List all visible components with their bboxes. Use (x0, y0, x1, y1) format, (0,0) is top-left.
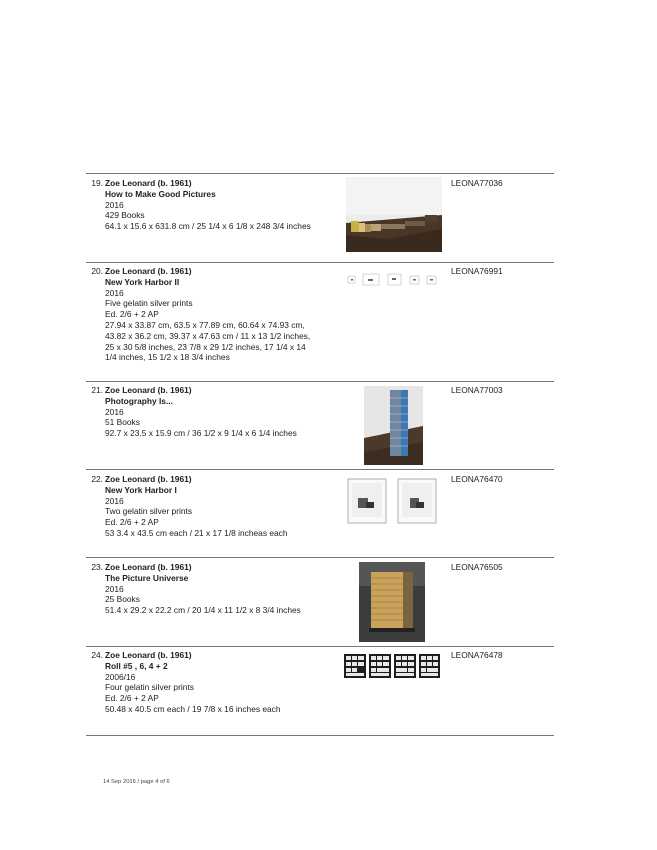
artwork-detail: Ed. 2/6 + 2 AP (105, 517, 159, 528)
inventory-code: LEONA76478 (451, 650, 503, 660)
entry-number: 24. (91, 650, 103, 660)
artwork-title: Roll #5 , 6, 4 + 2 (105, 660, 168, 671)
page-footer: 14 Sep 2016 / page 4 of 6 (103, 779, 170, 785)
entry-number: 23. (91, 562, 103, 572)
divider (86, 262, 554, 263)
entry-text (105, 385, 337, 439)
artwork-detail: Ed. 2/6 + 2 AP (105, 693, 159, 704)
two-prints-thumbnails (346, 478, 442, 524)
artwork-detail: Five gelatin silver prints (105, 298, 193, 309)
divider (86, 173, 554, 174)
artist-name: Zoe Leonard (b. 1961) (105, 178, 192, 188)
artwork-year: 2016 (105, 406, 124, 417)
artwork-title: Photography Is... (105, 395, 173, 406)
artwork-detail: 429 Books (105, 210, 145, 221)
artwork-detail: 27.94 x 33.87 cm, 63.5 x 77.89 cm, 60.64 x 74.93 cm, (105, 319, 305, 330)
entry-number: 20. (91, 266, 103, 276)
entry-number: 22. (91, 474, 103, 484)
artwork-detail: 25 x 30 5/8 inches, 23 7/8 x 29 1/2 inches, 17 1/4 x 14 (105, 341, 306, 352)
artwork-detail: 50.48 x 40.5 cm each / 19 7/8 x 16 inches each (105, 703, 281, 714)
entry-text (105, 562, 337, 616)
inventory-code: LEONA77036 (451, 178, 503, 188)
entry-text (105, 650, 337, 715)
artwork-detail: Four gelatin silver prints (105, 682, 194, 693)
artist-name: Zoe Leonard (b. 1961) (105, 266, 192, 276)
inventory-code: LEONA76991 (451, 266, 503, 276)
artwork-detail: 64.1 x 15.6 x 631.8 cm / 25 1/4 x 6 1/8 x 248 3/4 inches (105, 221, 311, 232)
artwork-detail: 51 Books (105, 417, 140, 428)
inventory-code: LEONA77003 (451, 385, 503, 395)
book-stack-photo (364, 386, 423, 465)
artwork-detail: Ed. 2/6 + 2 AP (105, 309, 159, 320)
divider (86, 646, 554, 647)
installation-photo (346, 177, 442, 252)
inventory-code: LEONA76470 (451, 474, 503, 484)
artwork-year: 2016 (105, 495, 124, 506)
divider (86, 735, 554, 736)
artwork-year: 2016 (105, 199, 124, 210)
entry-number: 21. (91, 385, 103, 395)
artwork-detail: 53 3.4 x 43.5 cm each / 21 x 17 1/8 incheas each (105, 527, 288, 538)
entry-number: 19. (91, 178, 103, 188)
divider (86, 469, 554, 470)
artwork-year: 2006/16 (105, 671, 136, 682)
artwork-detail: 92.7 x 23.5 x 15.9 cm / 36 1/2 x 9 1/4 x 6 1/4 inches (105, 428, 297, 439)
divider (86, 381, 554, 382)
entry-text (105, 474, 337, 539)
artwork-detail: 43.82 x 36.2 cm, 39.37 x 47.63 cm / 11 x 13 1/2 inches, (105, 330, 311, 341)
artwork-title: The Picture Universe (105, 572, 189, 583)
four-contact-sheets-thumbnails (343, 653, 441, 679)
artwork-title: New York Harbor I (105, 484, 177, 495)
artwork-title: New York Harbor II (105, 276, 180, 287)
five-prints-thumbnails (346, 272, 442, 286)
artwork-detail: 25 Books (105, 594, 140, 605)
artwork-detail: 1/4 inches, 15 1/2 x 18 3/4 inches (105, 352, 230, 363)
book-block-photo (359, 562, 425, 642)
artist-name: Zoe Leonard (b. 1961) (105, 474, 192, 484)
artist-name: Zoe Leonard (b. 1961) (105, 562, 192, 572)
artwork-detail: 51.4 x 29.2 x 22.2 cm / 20 1/4 x 11 1/2 x 8 3/4 inches (105, 605, 301, 616)
entry-text (105, 178, 337, 232)
artwork-year: 2016 (105, 583, 124, 594)
entry-text (105, 266, 337, 363)
artist-name: Zoe Leonard (b. 1961) (105, 385, 192, 395)
artist-name: Zoe Leonard (b. 1961) (105, 650, 192, 660)
divider (86, 557, 554, 558)
artwork-title: How to Make Good Pictures (105, 188, 216, 199)
inventory-code: LEONA76505 (451, 562, 503, 572)
artwork-detail: Two gelatin silver prints (105, 506, 193, 517)
artwork-year: 2016 (105, 287, 124, 298)
